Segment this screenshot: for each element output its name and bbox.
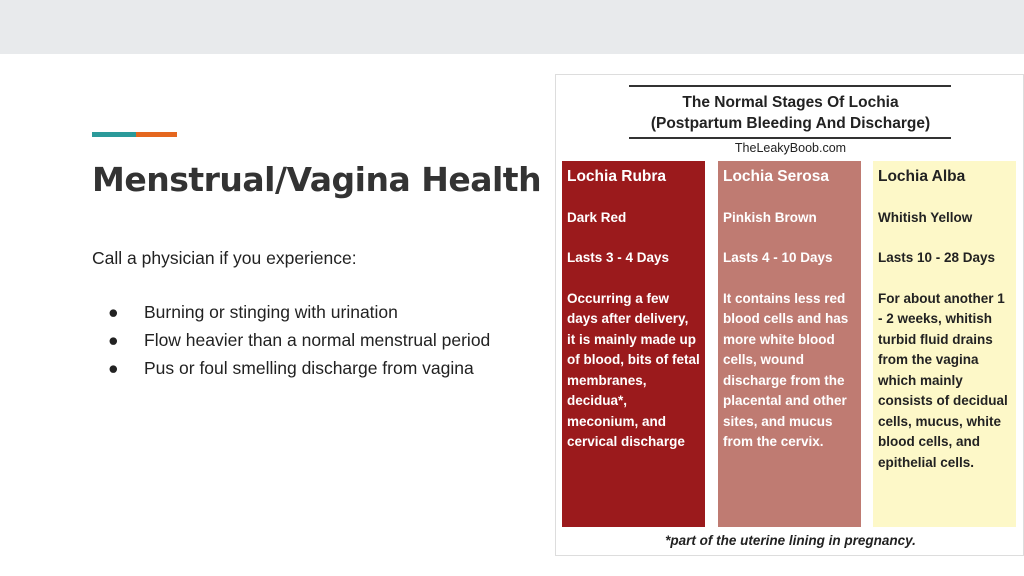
column-heading: Lochia Rubra [567, 168, 667, 185]
slide-title: Menstrual/Vagina Health [92, 160, 542, 199]
list-item [92, 328, 532, 352]
column-duration: Lasts 10 - 28 Days [878, 250, 996, 265]
top-bar [0, 0, 1024, 54]
slide-body [92, 246, 532, 384]
bullet-list [92, 300, 532, 380]
accent-bar-orange [136, 132, 177, 137]
bullet-icon: ● [108, 358, 119, 378]
column-description: Occurring a few days after delivery, it is mainly made up of blood, bits of fetal membranes, decidua*, meconium, and cervical discharge [567, 290, 700, 449]
column-duration: Lasts 3 - 4 Days [567, 250, 670, 265]
column-lochia-rubra [562, 161, 705, 527]
lochia-stages-image [555, 74, 1024, 556]
figure-title-line1: The Normal Stages Of Lochia [682, 94, 899, 111]
column-heading: Lochia Serosa [723, 168, 829, 185]
column-lochia-serosa [718, 161, 861, 527]
bullet-text: Flow heavier than a normal menstrual period [144, 330, 491, 350]
figure-title-line2: (Postpartum Bleeding And Discharge) [650, 115, 931, 132]
column-color: Whitish Yellow [878, 209, 973, 225]
column-description: It contains less red blood cells and has more white blood cells, wound discharge from the placental and other sites, and mucus from the cervix. [723, 290, 849, 449]
accent-bar-teal [92, 132, 136, 137]
figure-footnote: *part of the uterine lining in pregnancy. [665, 533, 916, 548]
bullet-icon: ● [108, 330, 119, 350]
column-heading: Lochia Alba [878, 168, 966, 185]
column-color: Pinkish Brown [723, 209, 817, 225]
bullet-text: Burning or stinging with urination [144, 302, 398, 322]
list-item [92, 356, 532, 380]
intro-text: Call a physician if you experience: [92, 248, 357, 268]
column-color: Dark Red [567, 209, 627, 225]
column-duration: Lasts 4 - 10 Days [723, 250, 833, 265]
bullet-icon: ● [108, 302, 119, 322]
bullet-text: Pus or foul smelling discharge from vagina [144, 358, 474, 378]
list-item [92, 300, 532, 324]
column-lochia-alba [873, 161, 1016, 527]
figure-bottom-rule [629, 137, 951, 139]
figure-top-rule [629, 85, 951, 87]
column-description: For about another 1 - 2 weeks, whitish turbid fluid drains from the vagina which mainly consists of decidual cells, mucus, white blood cells, and epithelial cells. [878, 290, 1008, 470]
figure-source: TheLeakyBoob.com [734, 141, 847, 155]
